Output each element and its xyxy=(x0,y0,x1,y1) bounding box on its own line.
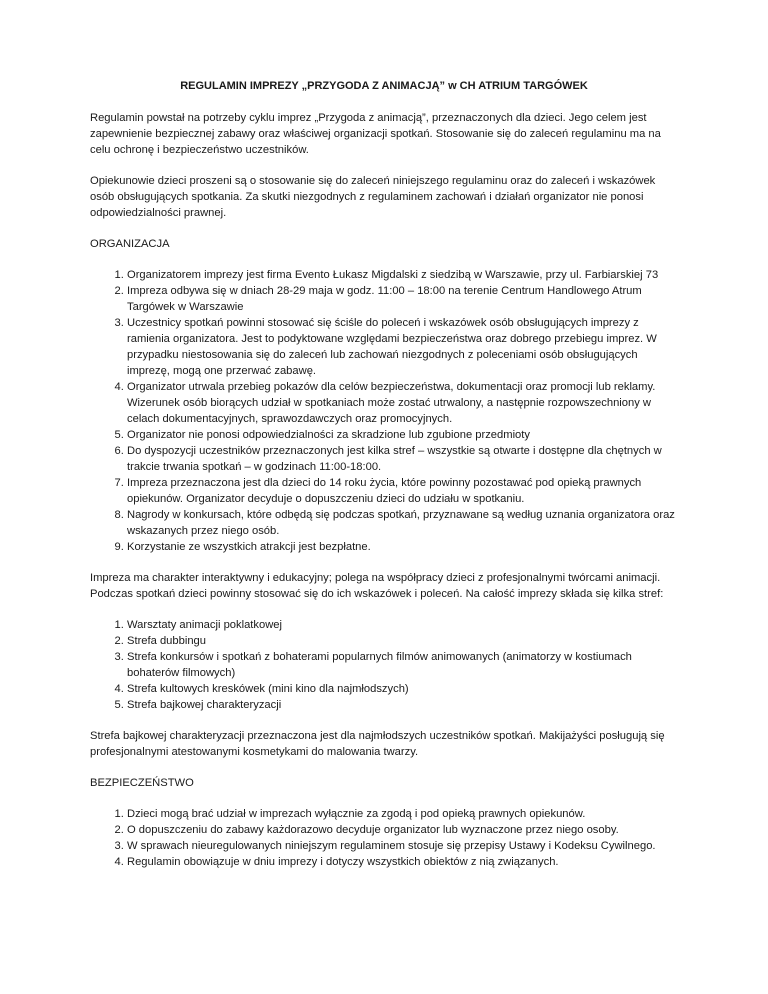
list-item: 5. Organizator nie ponosi odpowiedzialności za skradzione lub zgubione przedmioty xyxy=(127,427,678,443)
list-item: 4. Strefa kultowych kreskówek (mini kino dla najmłodszych) xyxy=(127,681,678,697)
document-title: REGULAMIN IMPREZY „PRZYGODA Z ANIMACJĄ” w CH ATRIUM TARGÓWEK xyxy=(180,80,588,92)
list-item: 2. O dopuszczeniu do zabawy każdorazowo decyduje organizator lub wyznaczone przez niego osoby. xyxy=(127,822,678,838)
strefy-intro-paragraph: Impreza ma charakter interaktywny i edukacyjny; polega na współpracy dzieci z profesjonalnymi twórcami animacji. Podczas spotkań dzieci powinny stosować się do ich wskazówek i poleceń. Na całość imprezy składa się kilka stref: xyxy=(90,572,664,600)
section-heading-bezpieczenstwo: BEZPIECZEŃSTWO xyxy=(90,777,194,789)
list-item: 9. Korzystanie ze wszystkich atrakcji jest bezpłatne. xyxy=(127,539,678,555)
list-item: 2. Impreza odbywa się w dniach 28-29 maja w godz. 11:00 – 18:00 na terenie Centrum Handlowego Atrum Targówek w Warszawie xyxy=(127,283,678,315)
list-item: 5. Strefa bajkowej charakteryzacji xyxy=(127,697,678,713)
list-item: 1. Organizatorem imprezy jest firma Evento Łukasz Migdalski z siedzibą w Warszawie, przy ul. Farbiarskiej 73 xyxy=(127,267,678,283)
list-item: 4. Organizator utrwala przebieg pokazów dla celów bezpieczeństwa, dokumentacji oraz promocji lub reklamy. Wizerunek osób biorących udział w spotkaniach może zostać utrwalony, a następnie rozpowszechniony w celach dokumentacyjnych, sprawozdawczych oraz promocyjnych. xyxy=(127,379,678,427)
section-heading-organizacja: ORGANIZACJA xyxy=(90,238,170,250)
list-item: 1. Warsztaty animacji poklatkowej xyxy=(127,617,678,633)
list-item: 6. Do dyspozycji uczestników przeznaczonych jest kilka stref – wszystkie są otwarte i dostępne dla chętnych w trakcie trwania spotkań – w godzinach 11:00-18:00. xyxy=(127,443,678,475)
list-item: 3. W sprawach nieuregulowanych niniejszym regulaminem stosuje się przepisy Ustawy i Kodeksu Cywilnego. xyxy=(127,838,678,854)
list-item: 3. Strefa konkursów i spotkań z bohaterami popularnych filmów animowanych (animatorzy w kostiumach bohaterów filmowych) xyxy=(127,649,678,681)
list-item: 8. Nagrody w konkursach, które odbędą się podczas spotkań, przyznawane są według uznania organizatora oraz wskazanych przez niego osób. xyxy=(127,507,678,539)
bezpieczenstwo-list xyxy=(90,806,678,870)
strefy-note-paragraph: Strefa bajkowej charakteryzacji przeznaczona jest dla najmłodszych uczestników spotkań. Makijażyści posługują się profesjonalnymi atestowanymi kosmetykami do malowania twarzy. xyxy=(90,730,665,758)
list-item: 4. Regulamin obowiązuje w dniu imprezy i dotyczy wszystkich obiektów z nią związanych. xyxy=(127,854,678,870)
list-item: 1. Dzieci mogą brać udział w imprezach wyłącznie za zgodą i pod opieką prawnych opiekunów. xyxy=(127,806,678,822)
strefy-list xyxy=(90,617,678,713)
list-item: 2. Strefa dubbingu xyxy=(127,633,678,649)
list-item: 3. Uczestnicy spotkań powinni stosować się ściśle do poleceń i wskazówek osób obsługujących imprezy z ramienia organizatora. Jest to podyktowane względami bezpieczeństwa oraz dobrego przebiegu imprez. W przypadku niestosowania się do zaleceń lub zachowań niezgodnych z poleceniami osób obsługujących imprezę, mogą one przerwać zabawę. xyxy=(127,315,678,379)
list-item: 7. Impreza przeznaczona jest dla dzieci do 14 roku życia, które powinny pozostawać pod opieką prawnych opiekunów. Organizator decyduje o dopuszczeniu dzieci do udziału w spotkaniu. xyxy=(127,475,678,507)
intro-paragraph-2: Opiekunowie dzieci proszeni są o stosowanie się do zaleceń niniejszego regulaminu oraz do zaleceń i wskazówek osób obsługujących spotkania. Za skutki niezgodnych z regulaminem zachowań i działań organizator nie ponosi odpowiedzialności prawnej. xyxy=(90,175,656,219)
organizacja-list xyxy=(90,267,678,555)
intro-paragraph-1: Regulamin powstał na potrzeby cyklu imprez „Przygoda z animacją”, przeznaczonych dla dzieci. Jego celem jest zapewnienie bezpiecznej zabawy oraz właściwej organizacji spotkań. Stosowanie się do zaleceń regulaminu ma na celu ochronę i bezpieczeństwo uczestników. xyxy=(90,112,661,156)
